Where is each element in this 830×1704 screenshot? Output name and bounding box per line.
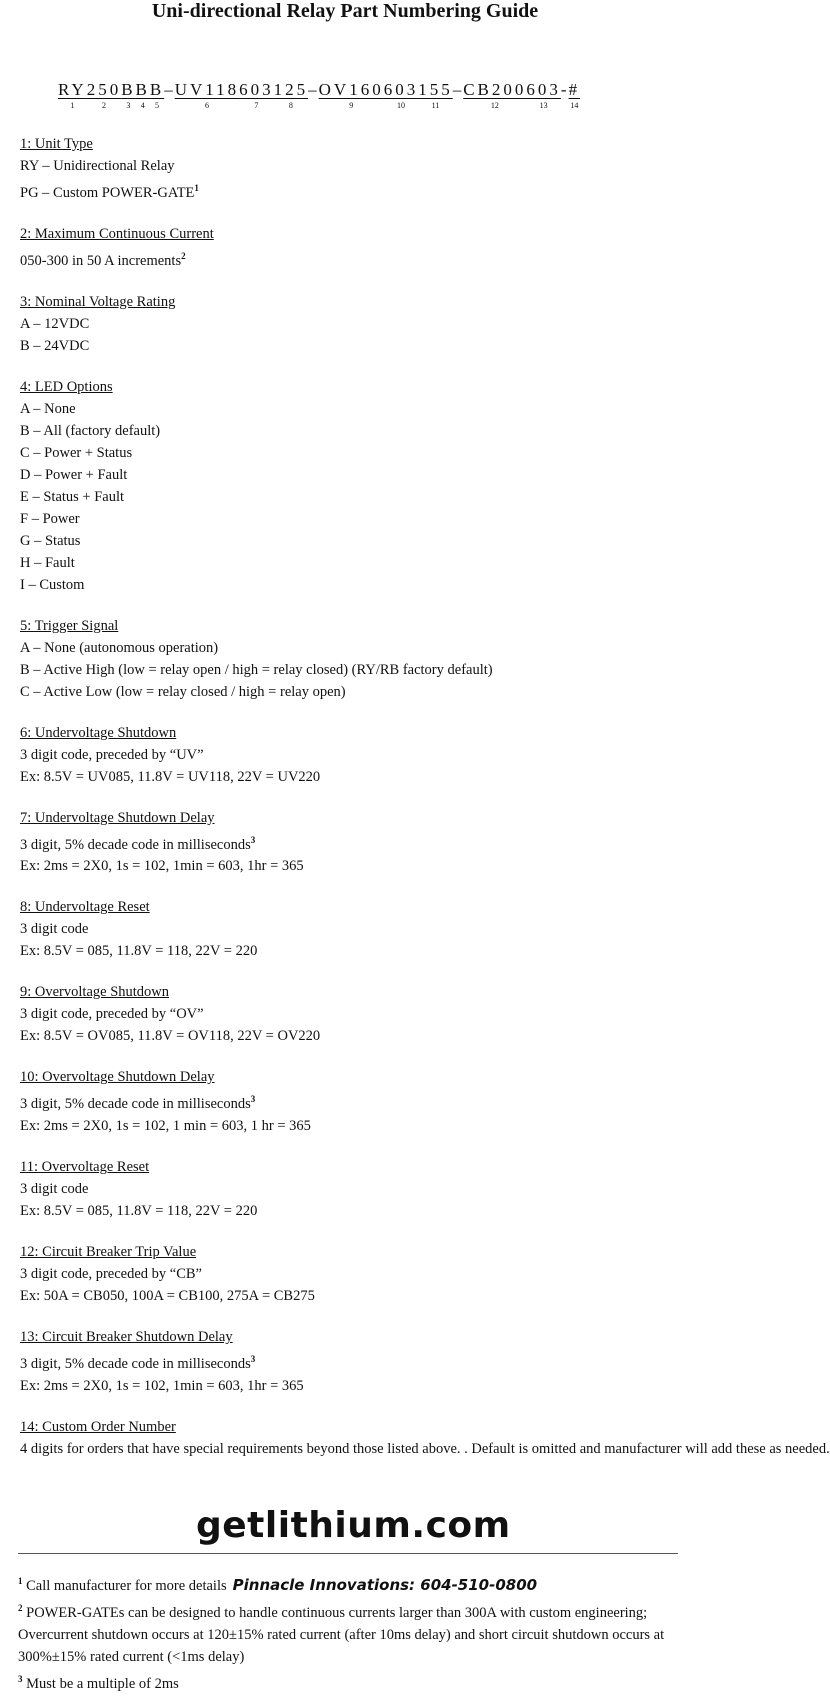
section-heading: 6: Undervoltage Shutdown (20, 724, 177, 741)
segment-code: 125 (273, 80, 309, 99)
section-line (20, 681, 680, 703)
section (20, 1326, 680, 1397)
line-text: A – None (20, 400, 76, 417)
footnote (18, 1668, 678, 1695)
line-text: Ex: 8.5V = 085, 11.8V = 118, 22V = 220 (20, 1203, 258, 1220)
footnote (18, 1570, 678, 1597)
section-line (20, 574, 680, 596)
footnote-ref: 2 (181, 250, 186, 261)
part-number-separator: - (560, 80, 569, 99)
line-text: 3 digit, 5% decade code in milliseconds (20, 1096, 251, 1113)
part-number-segment (463, 80, 527, 110)
part-number-segment (86, 80, 122, 110)
section-heading: 14: Custom Order Number (20, 1419, 176, 1436)
section-line (20, 155, 680, 177)
line-text: Ex: 2ms = 2X0, 1s = 102, 1min = 603, 1hr = 365 (20, 858, 304, 875)
footnote-marker: 3 (18, 1673, 23, 1684)
line-text: 3 digit code (20, 921, 89, 938)
section (20, 1156, 680, 1222)
line-text: F – Power (20, 510, 80, 527)
segment-number: 8 (288, 101, 293, 110)
line-text: C – Active Low (low = relay closed / high = relay open) (20, 683, 346, 700)
section-line (20, 744, 680, 766)
line-text: 3 digit code, preceded by “UV” (20, 746, 204, 763)
segment-number: 10 (396, 101, 405, 110)
footnote-marker: 2 (18, 1602, 23, 1613)
line-text: B – 24VDC (20, 337, 90, 354)
line-text: 4 digits for orders that have special requirements beyond those listed above. . Default is omitted and manufacturer will add these as needed. (20, 1441, 830, 1458)
footnote (18, 1597, 678, 1668)
segment-code: CB200 (463, 80, 527, 99)
part-number-separator: – (308, 80, 319, 99)
part-number-segment (121, 80, 136, 110)
segment-number: 4 (140, 101, 145, 110)
section-heading: 9: Overvoltage Shutdown (20, 984, 170, 1001)
section (20, 615, 680, 703)
getlithium-logo[interactable]: getlithium.com (196, 1505, 511, 1546)
section-heading: 11: Overvoltage Reset (20, 1159, 150, 1176)
line-text: Ex: 8.5V = 085, 11.8V = 118, 22V = 220 (20, 943, 258, 960)
segment-code: OV160 (318, 80, 384, 99)
line-text: E – Status + Fault (20, 488, 125, 505)
line-text: Ex: 2ms = 2X0, 1s = 102, 1 min = 603, 1 hr = 365 (20, 1118, 311, 1135)
section-line (20, 1200, 680, 1222)
section-line (20, 464, 680, 486)
line-text: Ex: 8.5V = OV085, 11.8V = OV118, 22V = OV220 (20, 1028, 321, 1045)
line-text: RY – Unidirectional Relay (20, 158, 175, 174)
part-number-segment (149, 80, 165, 110)
footnote-text: POWER-GATEs can be designed to handle continuous currents larger than 300A with custom engineering; Overcurrent shutdown occurs at 120±15% rated current (after 10ms delay) and short circuit shutdown occurs at 300%±15% rated current (<1ms delay) (18, 1604, 665, 1665)
segment-code: 155 (418, 80, 453, 99)
section-heading: 1: Unit Type (20, 136, 93, 152)
segment-code: 603 (383, 80, 419, 99)
part-number-segment (58, 80, 87, 110)
line-text: 3 digit code (20, 1181, 89, 1198)
footnote-ref: 1 (194, 183, 199, 193)
footnote-text: Call manufacturer for more details (26, 1577, 227, 1594)
section-line (20, 1375, 680, 1397)
segment-number: 2 (101, 101, 106, 110)
part-number-segment (135, 80, 150, 110)
sections-list (20, 133, 830, 1460)
footnote-divider (18, 1553, 678, 1554)
footnote-ref: 3 (250, 1094, 256, 1105)
section-line (20, 637, 680, 659)
section-line (20, 177, 680, 204)
footnote-ref: 3 (250, 834, 256, 845)
line-text: D – Power + Fault (20, 466, 128, 483)
footnote-text: Must be a multiple of 2ms (26, 1675, 179, 1692)
section-line (20, 508, 680, 530)
segment-number: 6 (204, 101, 209, 110)
segment-number: 5 (155, 101, 160, 110)
section-heading: 5: Trigger Signal (20, 617, 119, 634)
line-text: A – None (autonomous operation) (20, 639, 219, 656)
line-text: B – All (factory default) (20, 422, 161, 439)
section (20, 1066, 680, 1137)
segment-code: 603 (526, 80, 561, 99)
section-line (20, 855, 680, 877)
section-line (20, 1088, 680, 1115)
segment-code: B (149, 80, 165, 99)
section-heading: 12: Circuit Breaker Trip Value (20, 1244, 197, 1261)
section-heading: 3: Nominal Voltage Rating (20, 293, 176, 310)
section (20, 376, 680, 596)
segment-number: 11 (431, 101, 440, 110)
part-number-separator: – (452, 80, 464, 99)
part-number-example (58, 80, 581, 110)
section-line (20, 918, 680, 940)
section-line (20, 1348, 680, 1375)
section-line (20, 1178, 680, 1200)
part-number-segment (239, 80, 274, 110)
section-line (20, 442, 680, 464)
segment-number: 1 (70, 101, 75, 110)
segment-number: 14 (570, 101, 579, 110)
segment-code: B (121, 80, 136, 99)
line-text: 3 digit code, preceded by “CB” (20, 1266, 202, 1283)
line-text: Ex: 8.5V = UV085, 11.8V = UV118, 22V = UV220 (20, 768, 321, 785)
section-line (20, 398, 680, 420)
part-number-segment (418, 80, 453, 110)
footnotes (18, 1570, 678, 1694)
part-number-segment (318, 80, 384, 110)
segment-code: UV118 (174, 80, 240, 99)
section-line (20, 659, 680, 681)
segment-code: # (568, 80, 581, 99)
section (20, 807, 680, 878)
segment-code: RY (58, 80, 87, 99)
segment-number: 12 (490, 101, 499, 110)
line-text: 3 digit, 5% decade code in milliseconds (20, 836, 251, 853)
section-line (20, 829, 680, 856)
section-line (20, 1285, 680, 1307)
part-number-segment (383, 80, 419, 110)
section-heading: 8: Undervoltage Reset (20, 899, 150, 916)
segment-number: 3 (126, 101, 131, 110)
section (20, 133, 680, 204)
manufacturer-contact: Pinnacle Innovations: 604-510-0800 (232, 1575, 538, 1594)
line-text: G – Status (20, 532, 81, 549)
section-line (20, 313, 680, 335)
page-title: Uni-directional Relay Part Numbering Guide (151, 0, 539, 22)
section-heading: 7: Undervoltage Shutdown Delay (20, 809, 215, 826)
section-line (20, 1438, 830, 1460)
section-heading: 2: Maximum Continuous Current (20, 225, 214, 242)
line-text: Ex: 50A = CB050, 100A = CB100, 275A = CB275 (20, 1288, 315, 1305)
section (20, 1416, 830, 1460)
segment-code: 250 (86, 80, 122, 99)
section-heading: 10: Overvoltage Shutdown Delay (20, 1069, 215, 1086)
section-line (20, 552, 680, 574)
section-line (20, 335, 680, 357)
section-line (20, 420, 680, 442)
part-number-segment (526, 80, 561, 110)
part-number-segment (568, 80, 581, 110)
section-line (20, 1115, 680, 1137)
line-text: B – Active High (low = relay open / high = relay closed) (RY/RB factory default) (20, 661, 493, 678)
segment-number: 7 (254, 101, 259, 110)
section (20, 981, 680, 1047)
section-line (20, 766, 680, 788)
section-line (20, 530, 680, 552)
line-text: H – Fault (20, 554, 75, 571)
section (20, 223, 680, 272)
part-number-separator: – (164, 80, 175, 99)
section-line (20, 1263, 680, 1285)
line-text: 3 digit code, preceded by “OV” (20, 1006, 204, 1023)
line-text: Ex: 2ms = 2X0, 1s = 102, 1min = 603, 1hr = 365 (20, 1378, 304, 1395)
section-line (20, 940, 680, 962)
segment-code: 603 (239, 80, 274, 99)
section-heading: 13: Circuit Breaker Shutdown Delay (20, 1329, 233, 1346)
section (20, 1241, 680, 1307)
line-text: 050-300 in 50 A increments (20, 252, 182, 269)
segment-number: 13 (539, 101, 548, 110)
section (20, 722, 680, 788)
part-number-segment (174, 80, 240, 110)
section-heading: 4: LED Options (20, 378, 113, 395)
section (20, 291, 680, 357)
line-text: A – 12VDC (20, 315, 90, 332)
line-text: PG – Custom POWER-GATE (20, 184, 195, 201)
footnote-marker: 1 (18, 1576, 23, 1586)
section-line (20, 1025, 680, 1047)
section-line (20, 1003, 680, 1025)
part-number-segment (273, 80, 309, 110)
section-line (20, 486, 680, 508)
section-line (20, 245, 680, 272)
line-text: I – Custom (20, 576, 85, 593)
line-text: 3 digit, 5% decade code in milliseconds (20, 1356, 251, 1373)
footnote-ref: 3 (250, 1354, 256, 1365)
segment-code: B (135, 80, 150, 99)
section (20, 896, 680, 962)
line-text: C – Power + Status (20, 444, 133, 461)
segment-number: 9 (349, 101, 354, 110)
